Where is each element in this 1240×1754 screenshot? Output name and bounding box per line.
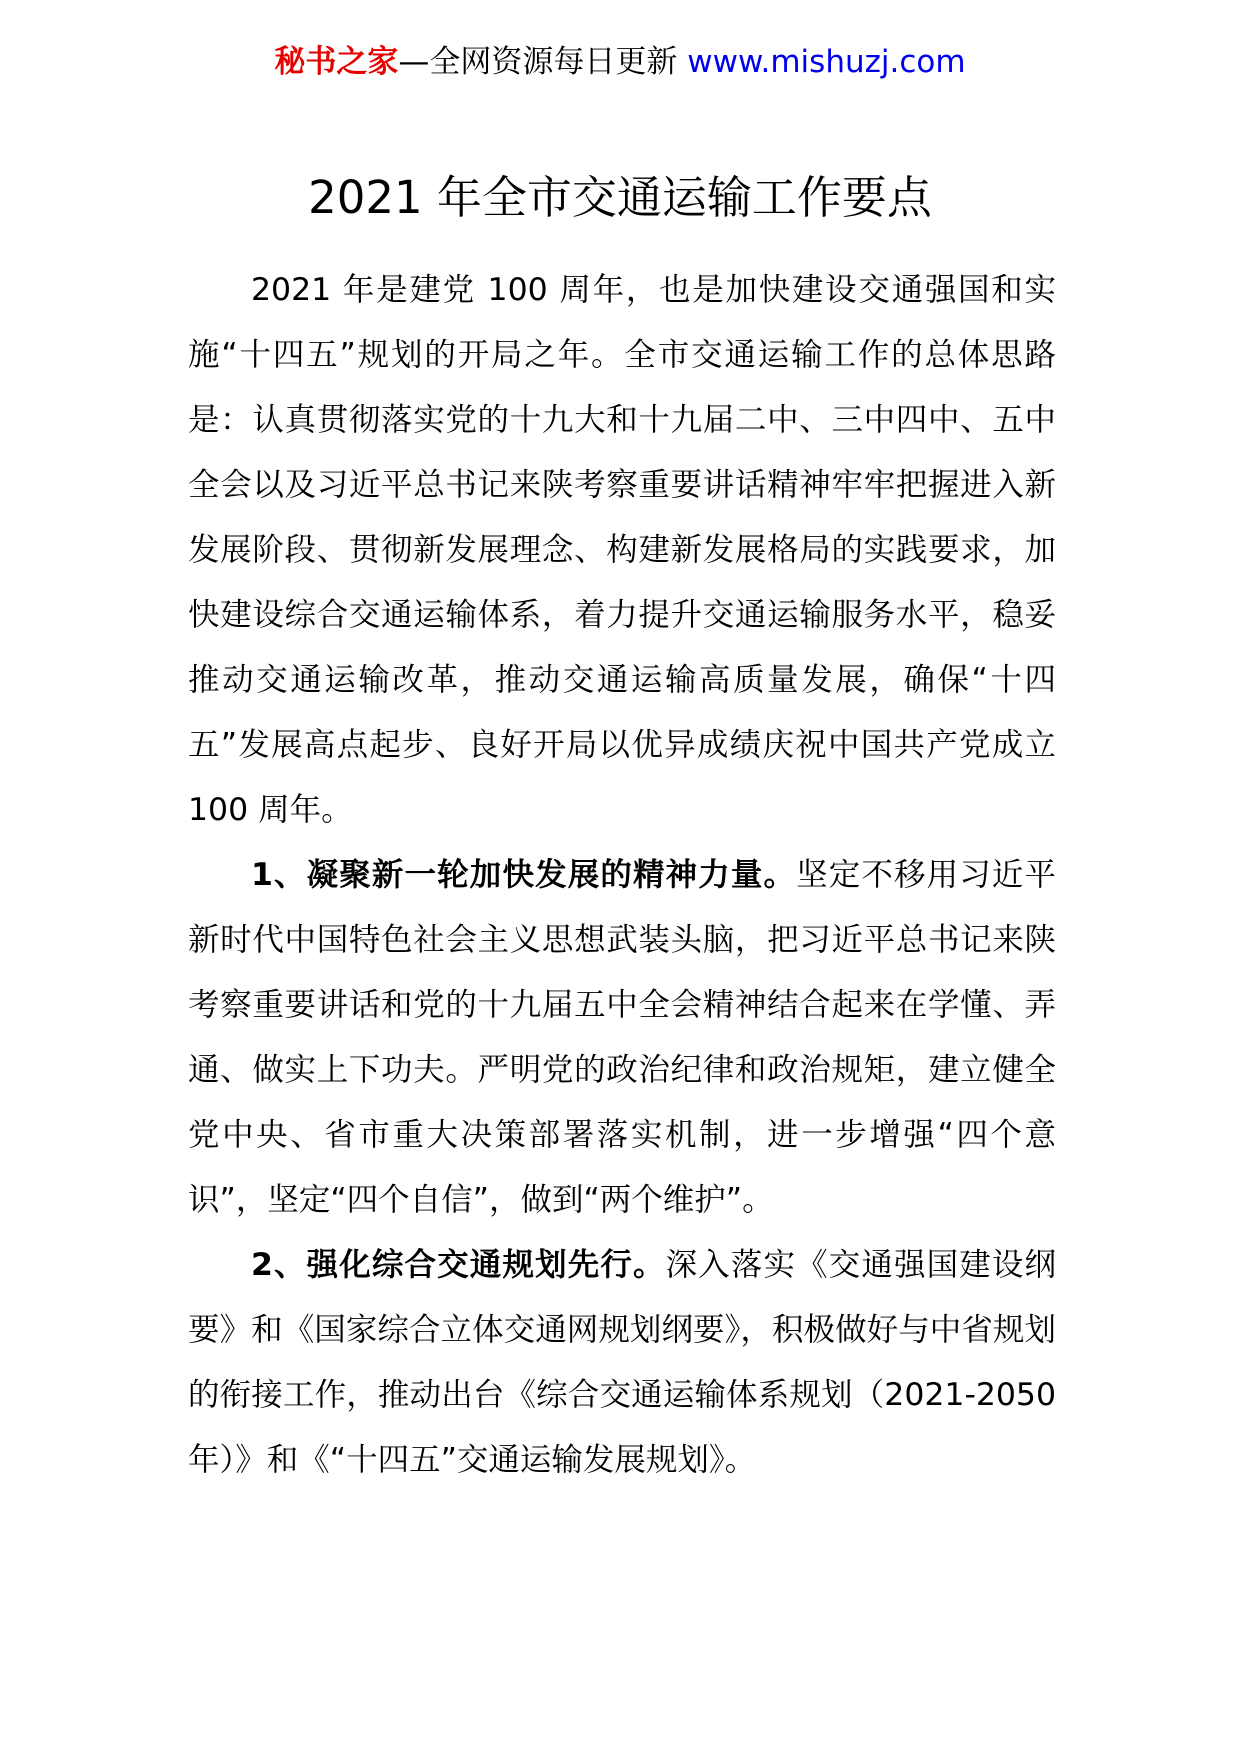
paragraph-section-2 (188, 1233, 1056, 1493)
site-header (0, 40, 1240, 84)
section-heading: 1、凝聚新一轮加快发展的精神力量。 (251, 857, 797, 893)
paragraph-text: 深入落实《交通强国建设纲要》和《国家综合立体交通网规划纲要》，积极做好与中省规划的衔接工作，推动出台《综合交通运输体系规划（2021-2050 年）》和《“十四五”交通运输发展规划》。 (188, 1247, 1056, 1478)
document-body (188, 258, 1056, 1493)
paragraph-section-1 (188, 843, 1056, 1233)
document-title: 2021 年全市交通运输工作要点 (308, 171, 932, 224)
section-heading: 2、强化综合交通规划先行。 (251, 1247, 666, 1283)
site-brand: 秘书之家 (274, 44, 399, 80)
site-tagline: —全网资源每日更新 (398, 44, 688, 80)
paragraph-intro (188, 258, 1056, 843)
paragraph-text: 2021 年是建党 100 周年，也是加快建设交通强国和实施“十四五”规划的开局之年。全市交通运输工作的总体思路是：认真贯彻落实党的十九大和十九届二中、三中四中、五中全会以及习近平总书记来陕考察重要讲话精神牢牢把握进入新发展阶段、贯彻新发展理念、构建新发展格局的实践要求，加快建设综合交通运输体系，着力提升交通运输服务水平，稳妥推动交通运输改革，推动交通运输高质量发展，确保“十四五”发展高点起步、良好开局以优异成绩庆祝中国共产党成立 100 周年。 (188, 272, 1056, 828)
paragraph-text: 坚定不移用习近平新时代中国特色社会主义思想武装头脑，把习近平总书记来陕考察重要讲话和党的十九届五中全会精神结合起来在学懂、弄通、做实上下功夫。严明党的政治纪律和政治规矩，建立健全党中央、省市重大决策部署落实机制，进一步增强“四个意识”，坚定“四个自信”，做到“两个维护”。 (188, 857, 1056, 1218)
site-url-link[interactable]: www.mishuzj.com (687, 44, 966, 80)
